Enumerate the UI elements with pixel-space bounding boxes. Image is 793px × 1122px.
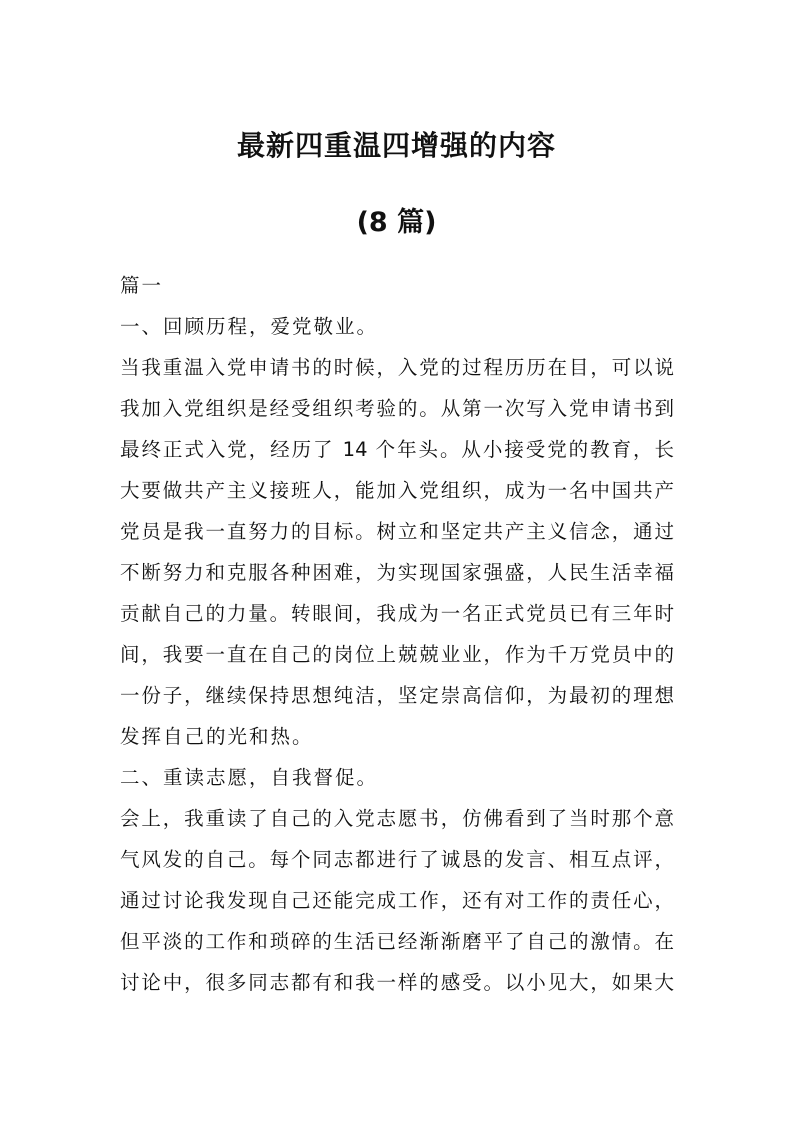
text-line: 大要做共产主义接班人，能加入党组织，成为一名中国共产 bbox=[120, 479, 674, 502]
text-line: 篇一 bbox=[120, 274, 164, 297]
document-title: 最新四重温四增强的内容 bbox=[236, 129, 556, 162]
text-line: 贡献自己的力量。转眼间，我成为一名正式党员已有三年时 bbox=[120, 602, 674, 625]
text-line: 气风发的自己。每个同志都进行了诚恳的发言、相互点评， bbox=[120, 848, 674, 871]
text-line: 不断努力和克服各种困难，为实现国家强盛，人民生活幸福 bbox=[120, 561, 674, 584]
text-line: 但平淡的工作和琐碎的生活已经渐渐磨平了自己的激情。在 bbox=[120, 930, 674, 953]
text-line: 一份子，继续保持思想纯洁，坚定崇高信仰，为最初的理想 bbox=[120, 684, 674, 707]
text-line: 二、重读志愿，自我督促。 bbox=[120, 766, 379, 789]
text-line: 讨论中，很多同志都有和我一样的感受。以小见大，如果大 bbox=[120, 971, 674, 994]
text-line: 一、回顾历程，爱党敬业。 bbox=[120, 315, 379, 338]
text-line: 最终正式入党，经历了 14 个年头。从小接受党的教育，长 bbox=[120, 438, 674, 461]
text-line: 党员是我一直努力的目标。树立和坚定共产主义信念，通过 bbox=[120, 520, 674, 543]
document-body bbox=[120, 265, 674, 1003]
text-line: 间，我要一直在自己的岗位上兢兢业业，作为千万党员中的 bbox=[120, 643, 674, 666]
text-line: 通过讨论我发现自己还能完成工作，还有对工作的责任心， bbox=[120, 889, 674, 912]
document-subtitle: (8 篇) bbox=[356, 207, 437, 238]
text-line: 我加入党组织是经受组织考验的。从第一次写入党申请书到 bbox=[120, 397, 674, 420]
text-line: 发挥自己的光和热。 bbox=[120, 725, 314, 748]
text-line: 当我重温入党申请书的时候，入党的过程历历在目，可以说 bbox=[120, 356, 674, 379]
text-line: 会上，我重读了自己的入党志愿书，仿佛看到了当时那个意 bbox=[120, 807, 674, 830]
